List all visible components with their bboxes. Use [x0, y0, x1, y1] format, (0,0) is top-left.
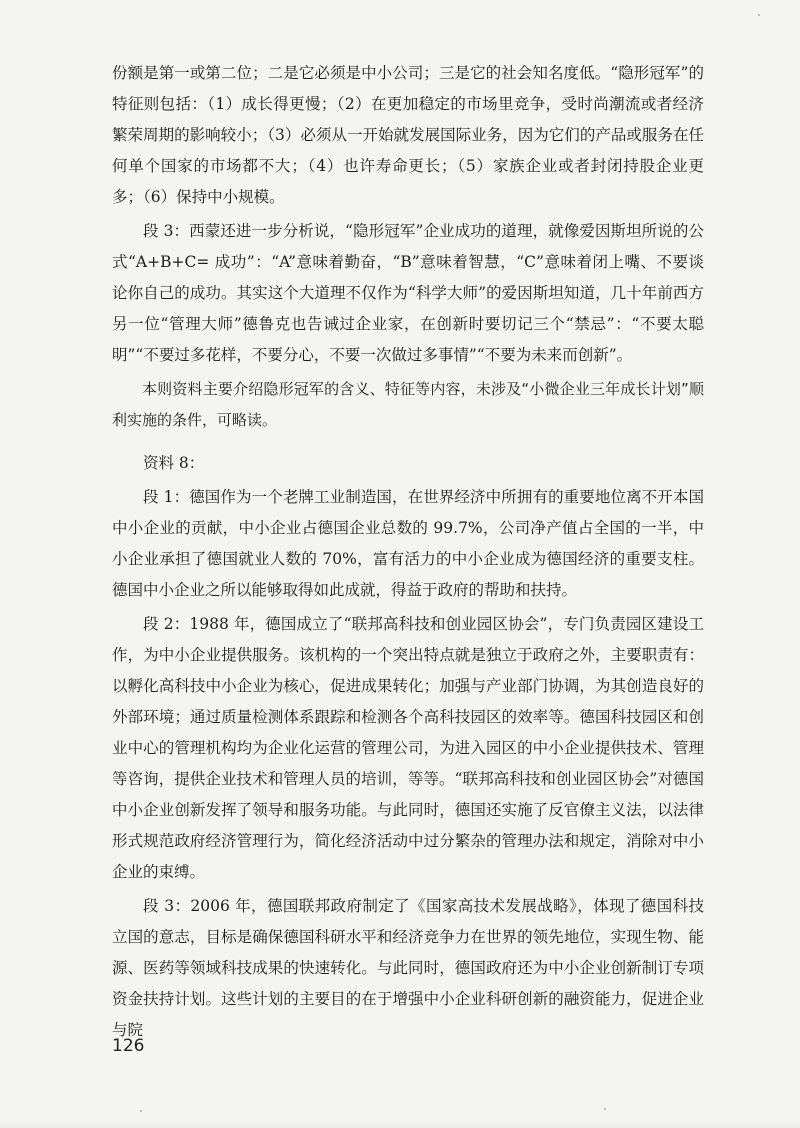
- scan-speck: [758, 14, 760, 16]
- page-bottom-edge: [0, 1118, 800, 1128]
- paragraph-reading-note: 本则资料主要介绍隐形冠军的含义、特征等内容，未涉及“小微企业三年成长计划”顺利实施的条件，可略读。: [112, 380, 704, 429]
- paragraph-duan3-strategy: 段 3：2006 年，德国联邦政府制定了《国家高技术发展战略》，体现了德国科技立国的意志，目标是确保德国科研水平和经济竞争力在世界的领先地位，实现生物、能源、医药等领域科技成果的快速转化。与此同时，德国政府还为中小企业创新制订专项资金扶持计划。这些计划的主要目的在于增强中小企业科研创新的融资能力，促进企业与院: [112, 897, 704, 1039]
- paragraph-duan3-simon: 段 3：西蒙还进一步分析说，“隐形冠军”企业成功的道理，就像爱因斯坦所说的公式“A+B+C= 成功”：“A”意味着勤奋，“B”意味着智慧，“C”意味着闭上嘴、不要谈论你自己的成功。其实这个大道理不仅作为“科学大师”的爱因斯坦知道，几十年前西方另一位“管理大师”德鲁克也告诫过企业家，在创新时要切记三个“禁忌”：“不要太聪明”“不要过多花样，不要分心，不要一次做过多事情”“不要为未来而创新”。: [112, 222, 704, 364]
- paragraph-duan1-germany: 段 1：德国作为一个老牌工业制造国，在世界经济中所拥有的重要地位离不开本国中小企业的贡献，中小企业占德国企业总数的 99.7%，公司净产值占全国的一半，中小企业承担了德国就业人数的 70%，富有活力的中小企业成为德国经济的重要支柱。德国中小企业之所以能够取得如此成就，得益于政府的帮助和扶持。: [112, 488, 704, 599]
- heading-material-8: 资料 8：: [143, 454, 205, 472]
- body-text: [112, 58, 704, 1046]
- paragraph-characteristics: 份额是第一或第二位；二是它必须是中小公司；三是它的社会知名度低。“隐形冠军”的特征则包括：（1）成长得更慢；（2）在更加稳定的市场里竞争，受时尚潮流或者经济繁荣周期的影响较小；（3）必须从一开始就发展国际业务，因为它们的产品或服务在任何单个国家的市场都不大；（4）也许寿命更长；（5）家族企业或者封闭持股企业更多；（6）保持中小规模。: [112, 64, 704, 206]
- page-number: 126: [112, 1036, 145, 1056]
- scan-speck: [604, 1108, 606, 1110]
- paragraph-duan2-association: 段 2：1988 年，德国成立了“联邦高科技和创业园区协会”，专门负责园区建设工作，为中小企业提供服务。该机构的一个突出特点就是独立于政府之外，主要职责有：以孵化高科技中小企业为核心，促进成果转化；加强与产业部门协调，为其创造良好的外部环境；通过质量检测体系跟踪和检测各个高科技园区的效率等。德国科技园区和创业中心的管理机构均为企业化运营的管理公司，为进入园区的中小企业提供技术、管理等咨询，提供企业技术和管理人员的培训，等等。“联邦高科技和创业园区协会”对德国中小企业创新发挥了领导和服务功能。与此同时，德国还实施了反官僚主义法，以法律形式规范政府经济管理行为，简化经济活动中过分繁杂的管理办法和规定，消除对中小企业的束缚。: [112, 615, 704, 881]
- scan-speck: [140, 1110, 142, 1112]
